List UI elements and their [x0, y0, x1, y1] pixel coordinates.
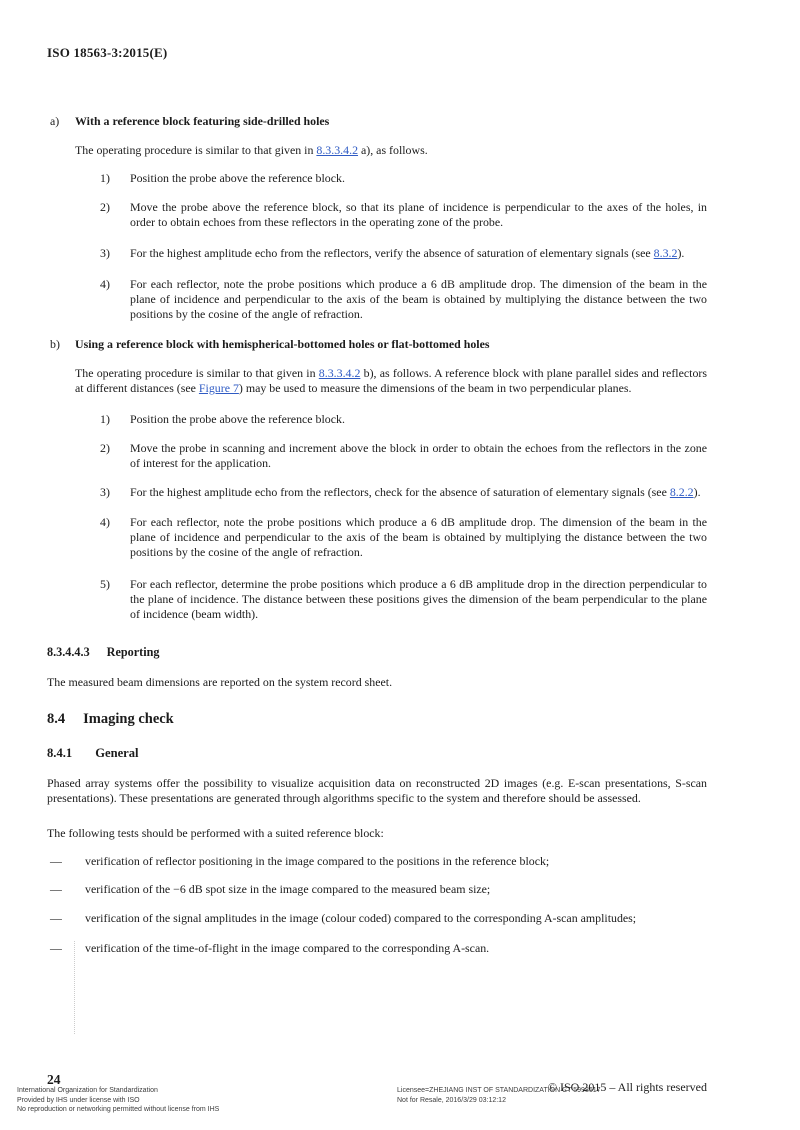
item-b-marker: b) [50, 337, 60, 351]
footer-imprint [17, 1086, 219, 1115]
intro-text: The operating procedure is similar to that given in [75, 366, 319, 380]
step-number: 2) [100, 200, 110, 214]
item-a-heading [47, 114, 707, 129]
page-content [47, 114, 707, 956]
item-b-title: Using a reference block with hemispherical-bottomed holes or flat-bottomed holes [75, 337, 490, 351]
dash-item-text: verification of the signal amplitudes in the image (colour coded) compared to the corresponding A-scan amplitudes; [85, 911, 637, 925]
step-text [130, 200, 707, 230]
heading-title: General [95, 746, 139, 760]
dash-marker: — [50, 911, 62, 925]
dash-item-text: verification of the −6 dB spot size in the image compared to the measured beam size; [85, 882, 491, 896]
list-item [47, 441, 707, 471]
step-text-content: Position the probe above the reference block. [130, 412, 345, 426]
link-8-3-3-4-2[interactable]: 8.3.3.4.2 [316, 143, 359, 157]
step-text-content: Move the probe in scanning and increment above the block in order to obtain the echoes from the reflectors in the zone of interest for the application. [130, 441, 707, 470]
intro-text: The operating procedure is similar to that given in [75, 143, 317, 157]
step-number: 2) [100, 441, 110, 455]
list-item [47, 485, 707, 500]
step-text [130, 577, 707, 622]
step-text-content: For each reflector, note the probe positions which produce a 6 dB amplitude drop. The dimension of the beam in the plane of incidence and perpendicular to the axis of the beam is obtained by multiplying the distance between the two positions by the cosine of the angle of refraction. [130, 277, 707, 321]
step-text [130, 171, 707, 186]
not-for-resale-line: Not for Resale, 2016/3/29 03:12:12 [397, 1096, 506, 1104]
list-item [47, 246, 707, 261]
step-text [130, 441, 707, 471]
item-a-marker: a) [50, 114, 60, 128]
licensee-line: Licensee=ZHEJIANG INST OF STANDARDIZATION CT 5998617 [397, 1087, 601, 1094]
dash-list-item [47, 911, 707, 926]
step-text [130, 515, 707, 560]
general-paragraph: Phased array systems offer the possibility to visualize acquisition data on reconstructed 2D images (e.g. E-scan presentations, S-scan presentations). These presentations are generated through algorithms specific to the system and therefore should be assessed. [47, 776, 707, 805]
dash-list-item [47, 854, 707, 869]
copyright-notice: © ISO 2015 – All rights reserved [547, 1080, 707, 1094]
heading-number: 8.4 [47, 711, 66, 727]
heading-title: Imaging check [83, 711, 174, 727]
dash-item-text: verification of the time-of-flight in the image compared to the corresponding A-scan. [85, 941, 490, 955]
heading-number: 8.3.4.4.3 [47, 645, 90, 659]
step-number: 3) [100, 246, 110, 260]
intro-text: ) may be used to measure the dimensions of the beam in two perpendicular planes. [238, 381, 632, 395]
intro-text: b), as follows. A reference block with plane parallel sides and reflectors at different distances (see [75, 366, 707, 395]
step-text-content: ). [693, 485, 701, 499]
dash-marker: — [50, 941, 62, 955]
page-number: 24 [47, 1072, 61, 1087]
link-figure-7[interactable]: Figure 7 [198, 381, 239, 395]
dash-list-item [47, 941, 707, 956]
step-number: 1) [100, 412, 110, 426]
heading-title: Reporting [106, 645, 160, 659]
heading-number: 8.4.1 [47, 746, 73, 760]
dash-marker: — [50, 882, 62, 896]
item-b-intro [47, 366, 707, 396]
list-item [47, 200, 707, 230]
list-item [47, 515, 707, 560]
list-item [47, 277, 707, 322]
step-text-content: ). [677, 246, 685, 260]
step-number: 3) [100, 485, 110, 499]
step-number: 5) [100, 577, 110, 591]
imprint-line: Provided by IHS under license with ISO [17, 1096, 140, 1104]
dash-list-item [47, 882, 707, 897]
step-text-content: For each reflector, determine the probe positions which produce a 6 dB amplitude drop in the direction perpendicular to the plane of incidence. The distance between these positions gives the dimension of the beam perpendicular to the plane of incidence (beam width). [130, 577, 707, 621]
intro-text: a), as follows. [358, 143, 428, 157]
step-text-content: Move the probe above the reference block, so that its plane of incidence is perpendicular to the axes of the holes, in order to obtain echoes from these reflectors in the operating zone of the probe. [130, 200, 707, 229]
list-item [47, 577, 707, 622]
step-text [130, 412, 707, 427]
step-text-content: For the highest amplitude echo from the reflectors, check for the absence of saturation of elementary signals (see [130, 485, 670, 499]
link-8-2-2[interactable]: 8.2.2 [669, 485, 694, 499]
link-8-3-2[interactable]: 8.3.2 [653, 246, 678, 260]
step-number: 4) [100, 277, 110, 291]
scan-artifact-dotted-line [74, 941, 75, 1034]
list-item [47, 412, 707, 427]
dash-marker: — [50, 854, 62, 868]
reporting-paragraph: The measured beam dimensions are reported on the system record sheet. [47, 675, 393, 689]
step-text [130, 485, 707, 500]
heading-imaging-check [47, 710, 707, 728]
item-a-intro [47, 143, 707, 158]
link-8-3-3-4-2[interactable]: 8.3.3.4.2 [318, 366, 361, 380]
step-number: 4) [100, 515, 110, 529]
heading-reporting [47, 645, 707, 660]
step-text-content: Position the probe above the reference block. [130, 171, 345, 185]
step-number: 1) [100, 171, 110, 185]
heading-general [47, 745, 707, 761]
tests-intro: The following tests should be performed with a suited reference block: [47, 826, 384, 840]
step-text [130, 277, 707, 322]
dash-item-text: verification of reflector positioning in the image compared to the positions in the reference block; [85, 854, 550, 868]
step-text-content: For each reflector, note the probe positions which produce a 6 dB amplitude drop. The dimension of the beam in the plane of incidence and perpendicular to the axis of the beam is obtained by multiplying the distance between the two positions by the cosine of the angle of refraction. [130, 515, 707, 559]
imprint-line: No reproduction or networking permitted without license from IHS [17, 1106, 220, 1114]
list-item [47, 171, 707, 186]
step-text [130, 246, 707, 261]
item-b-heading [47, 337, 707, 352]
imprint-line: International Organization for Standardization [17, 1087, 158, 1094]
item-a-title: With a reference block featuring side-drilled holes [75, 114, 330, 128]
document-header-title: ISO 18563-3:2015(E) [47, 45, 168, 60]
step-text-content: For the highest amplitude echo from the reflectors, verify the absence of saturation of elementary signals (see [130, 246, 654, 260]
